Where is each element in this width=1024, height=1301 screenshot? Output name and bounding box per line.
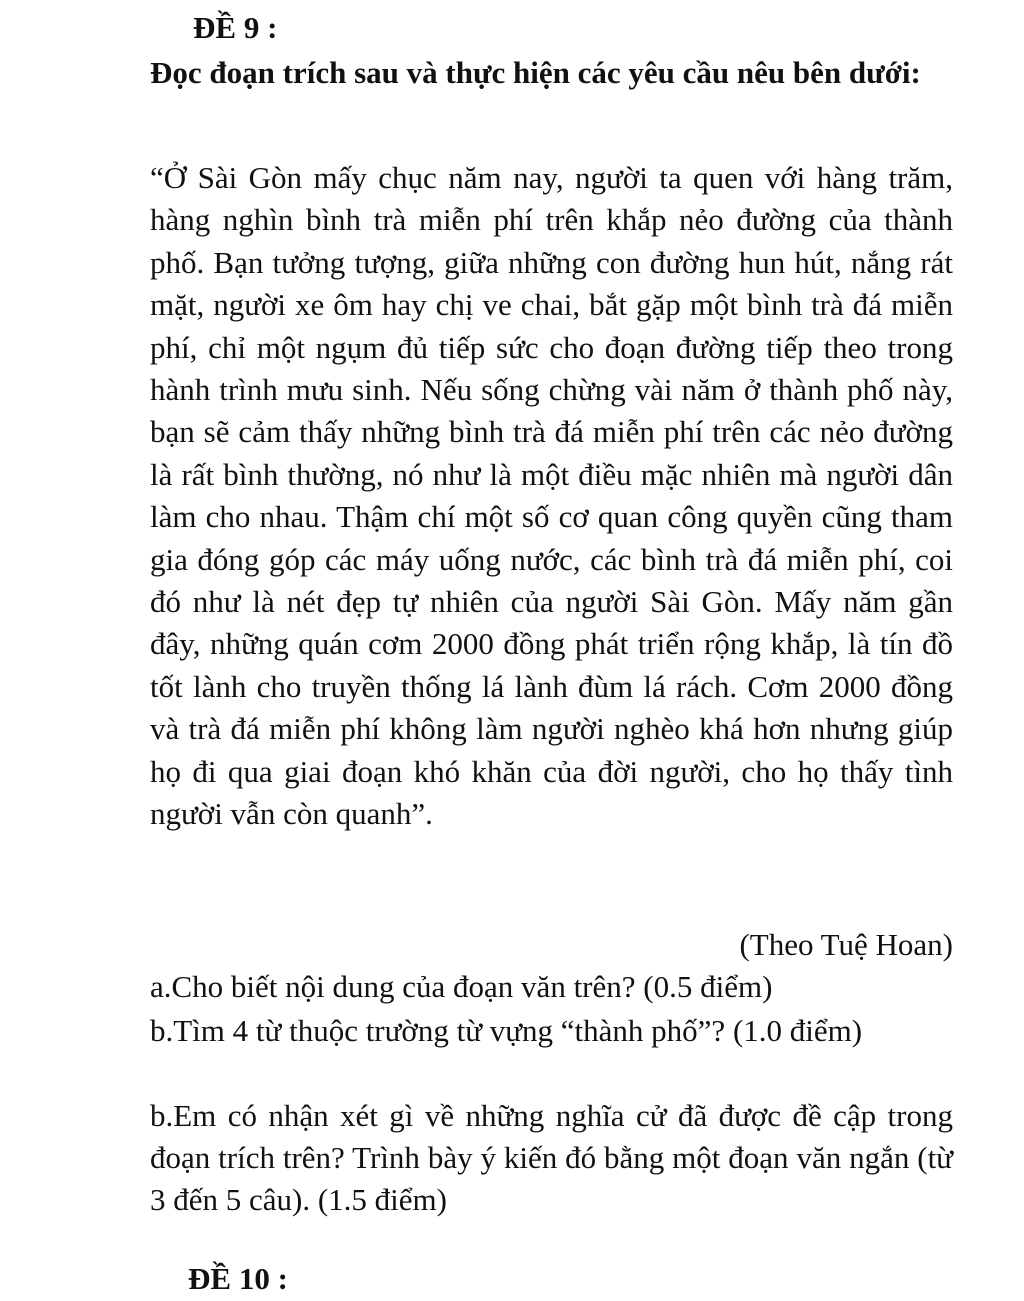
passage-source: (Theo Tuệ Hoan) — [739, 927, 953, 962]
question-b: b.Tìm 4 từ thuộc trường từ vựng “thành phố”? (1.0 điểm) — [150, 1013, 863, 1048]
question-c: b.Em có nhận xét gì về những nghĩa cử đã được đề cập trong đoạn trích trên? Trình bày ý kiến đó bằng một đoạn văn ngắn (từ 3 đến 5 câu). (1.5 điểm) — [150, 1098, 953, 1217]
exam-heading: ĐỀ 9 : — [193, 10, 278, 45]
instruction-text: Đọc đoạn trích sau và thực hiện các yêu cầu nêu bên dưới: — [150, 55, 921, 90]
passage-text: “Ở Sài Gòn mấy chục năm nay, người ta quen với hàng trăm, hàng nghìn bình trà miễn phí trên khắp nẻo đường của thành phố. Bạn tưởng tượng, giữa những con đường hun hút, nắng rát mặt, người xe ôm hay chị ve chai, bắt gặp một bình trà đá miễn phí, chỉ một ngụm đủ tiếp sức cho đoạn đường tiếp theo trong hành trình mưu sinh. Nếu sống chừng vài năm ở thành phố này, bạn sẽ cảm thấy những bình trà đá miễn phí trên các nẻo đường là rất bình thường, nó như là một điều mặc nhiên mà người dân làm cho nhau. Thậm chí một số cơ quan công quyền cũng tham gia đóng góp các máy uống nước, các bình trà đá miễn phí, coi đó như là nét đẹp tự nhiên của người Sài Gòn. Mấy năm gần đây, những quán cơm 2000 đồng phát triển rộng khắp, là tín đồ tốt lành cho truyền thống lá lành đùm lá rách. Cơm 2000 đồng và trà đá miễn phí không làm người nghèo khá hơn nhưng giúp họ đi qua giai đoạn khó khăn của đời người, cho họ thấy tình người vẫn còn quanh”. — [150, 160, 953, 832]
question-a: a.Cho biết nội dung của đoạn văn trên? (0.5 điểm) — [150, 969, 773, 1004]
next-exam-heading: ĐỀ 10 : — [188, 1261, 288, 1296]
